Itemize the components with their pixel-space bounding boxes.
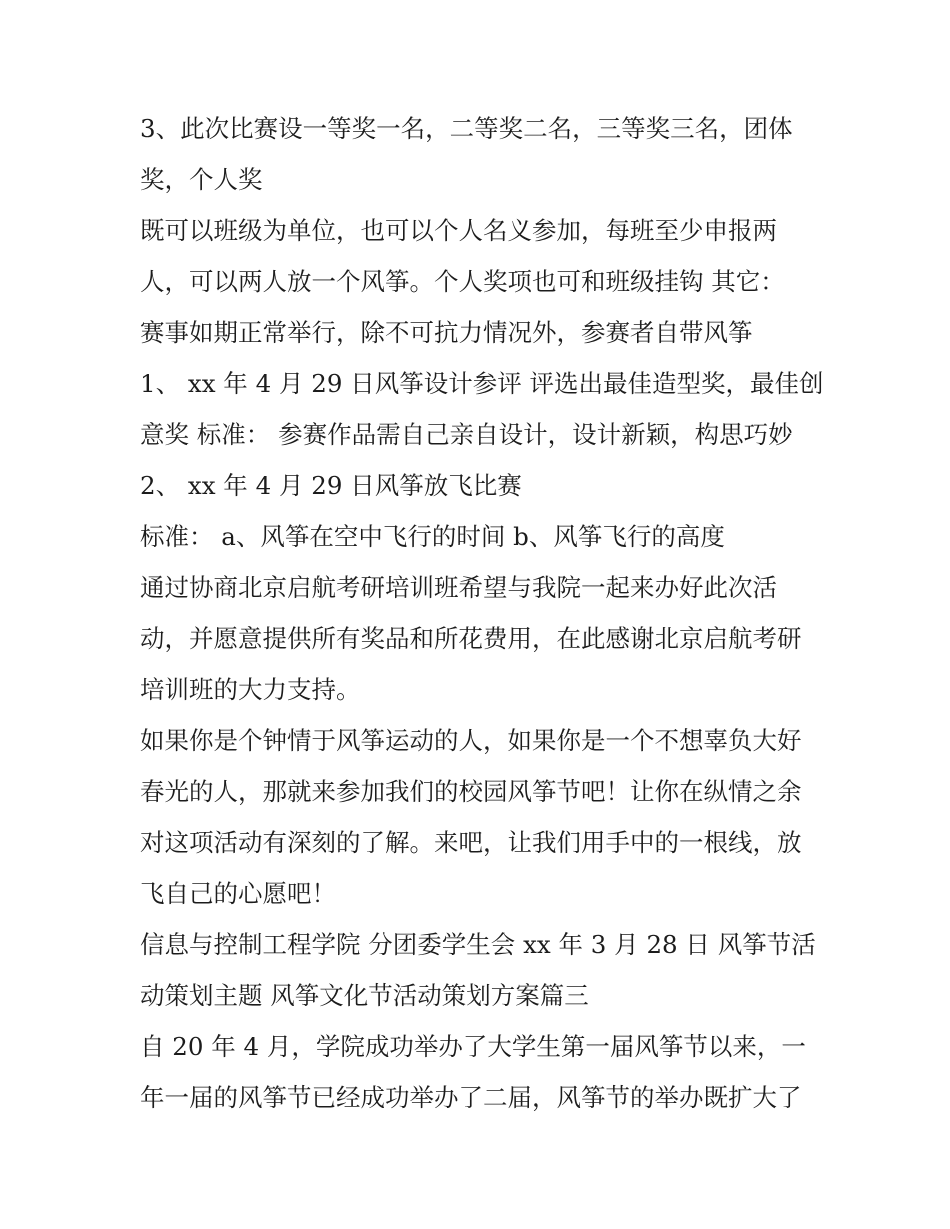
text-line: 自 20 年 4 月，学院成功举办了大学生第一届风筝节以来，一 [140,1032,806,1061]
text-line: 培训班的大力支持。 [140,675,361,704]
text-line: 1、 xx 年 4 月 29 日风筝设计参评 评选出最佳造型奖，最佳创 [140,369,824,398]
text-line: 对这项活动有深刻的了解。来吧，让我们用手中的一根线，放 [140,828,802,857]
text-line: 2、 xx 年 4 月 29 日风筝放飞比赛 [140,471,522,500]
text-line: 人，可以两人放一个风筝。个人奖项也可和班级挂钩 其它： [140,267,785,296]
document-body [140,103,824,1123]
text-line: 春光的人，那就来参加我们的校园风筝节吧！让你在纵情之余 [140,777,802,806]
text-line: 3、此次比赛设一等奖一名，二等奖二名，三等奖三名，团体 [140,114,793,143]
text-line: 意奖 标准： 参赛作品需自己亲自设计，设计新颖，构思巧妙 [140,420,793,449]
text-line: 标准： a、风筝在空中飞行的时间 b、风筝飞行的高度 [140,522,725,551]
text-line: 如果你是个钟情于风筝运动的人，如果你是一个不想辜负大好 [140,726,802,755]
text-line: 赛事如期正常举行，除不可抗力情况外，参赛者自带风筝 [140,318,753,347]
text-line: 既可以班级为单位，也可以个人名义参加，每班至少申报两 [140,216,777,245]
text-line: 奖，个人奖 [140,165,263,194]
text-line: 年一届的风筝节已经成功举办了二届，风筝节的举办既扩大了 [140,1083,802,1112]
text-line: 通过协商北京启航考研培训班希望与我院一起来办好此次活 [140,573,777,602]
text-line: 飞自己的心愿吧！ [140,879,336,908]
text-line: 动策划主题 风筝文化节活动策划方案篇三 [140,981,589,1010]
text-line: 动，并愿意提供所有奖品和所花费用，在此感谢北京启航考研 [140,624,802,653]
text-line: 信息与控制工程学院 分团委学生会 xx 年 3 月 28 日 风筝节活 [140,930,816,959]
